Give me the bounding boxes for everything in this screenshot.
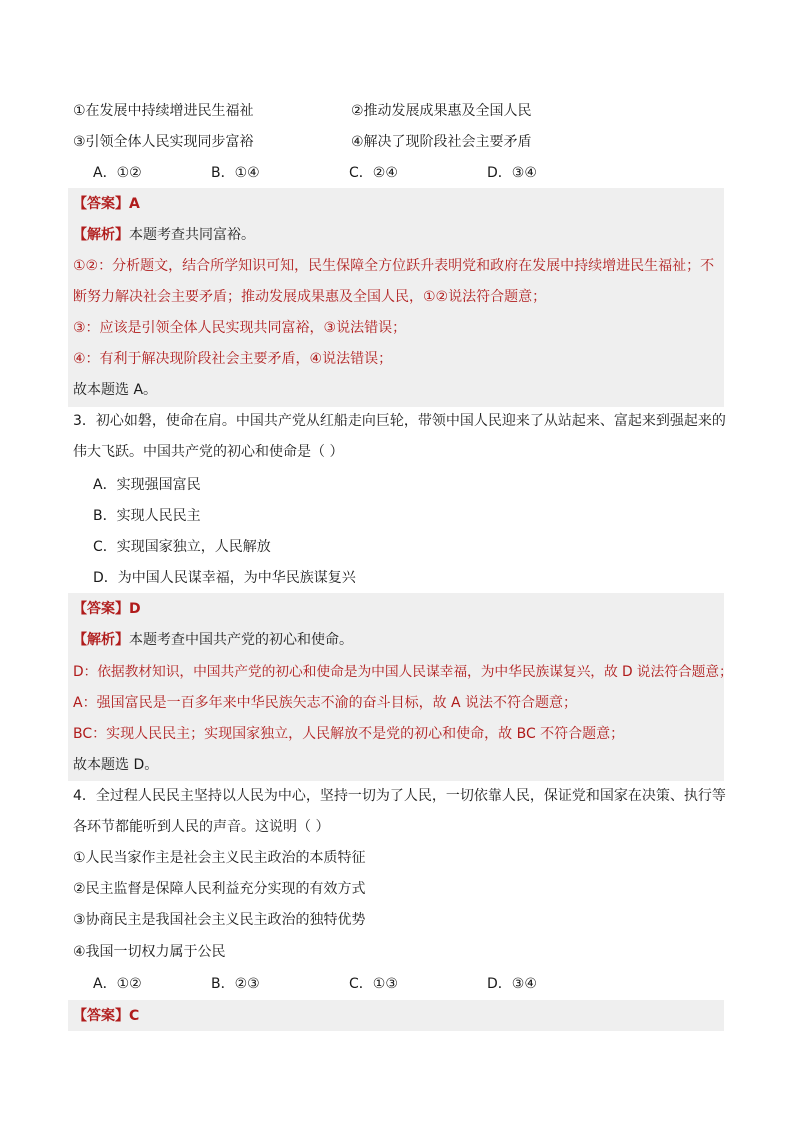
analysis-intro-text: 本题考查共同富裕。 — [129, 227, 255, 243]
answer-value: D — [129, 601, 141, 617]
q2-answer — [73, 194, 140, 214]
q4-answer — [73, 1006, 139, 1026]
q2-analysis-line-3: ③：应该是引领全体人民实现共同富裕，③说法错误； — [73, 320, 407, 336]
q2-analysis-bar — [68, 219, 724, 407]
q2-option-c: C．②④ — [349, 165, 398, 181]
q3-stem-line-1: 3．初心如磐，使命在肩。中国共产党从红船走向巨轮，带领中国人民迎来了从站起来、富起来到强起来的 — [73, 413, 726, 429]
answer-tag: 【答案】 — [73, 1008, 129, 1024]
q2-analysis-intro — [73, 225, 255, 245]
q3-analysis-line-1: D：依据教材知识，中国共产党的初心和使命是为中国人民谋幸福，为中华民族谋复兴，故 D 说法符合题意； — [73, 664, 733, 680]
q4-stem-line-1: 4．全过程人民民主坚持以人民为中心，坚持一切为了人民，一切依靠人民，保证党和国家在决策、执行等 — [73, 788, 726, 804]
answer-tag: 【答案】 — [73, 601, 129, 617]
q2-option-a: A．①② — [93, 165, 142, 181]
q3-option-c: C．实现国家独立，人民解放 — [93, 539, 271, 555]
q2-statement-3: ③引领全体人民实现同步富裕 — [73, 134, 254, 150]
q3-answer-bar — [68, 593, 724, 624]
answer-tag: 【答案】 — [73, 196, 129, 212]
q2-option-b: B．①④ — [211, 165, 260, 181]
q2-analysis-line-1: ①②：分析题文，结合所学知识可知，民生保障全方位跃升表明党和政府在发展中持续增进民生福祉；不 — [73, 258, 715, 274]
q3-analysis-line-2: A：强国富民是一百多年来中华民族矢志不渝的奋斗目标，故 A 说法不符合题意； — [73, 695, 578, 711]
q3-option-a: A．实现强国富民 — [93, 477, 201, 493]
q2-answer-bar — [68, 188, 724, 219]
q4-statement-3: ③协商民主是我国社会主义民主政治的独特优势 — [73, 912, 366, 928]
q4-answer-bar — [68, 1000, 724, 1031]
analysis-tag: 【解析】 — [73, 227, 129, 243]
q3-analysis-intro — [73, 630, 353, 650]
q3-option-b: B．实现人民民主 — [93, 508, 201, 524]
q2-analysis-line-2: 断努力解决社会主要矛盾；推动发展成果惠及全国人民，①②说法符合题意； — [73, 289, 547, 305]
q2-statement-2: ②推动发展成果惠及全国人民 — [351, 103, 532, 119]
q4-option-b: B．②③ — [211, 976, 260, 992]
q4-option-a: A．①② — [93, 976, 142, 992]
q2-conclusion: 故本题选 A。 — [73, 382, 158, 398]
q4-option-d: D．③④ — [487, 976, 537, 992]
q4-statement-2: ②民主监督是保障人民利益充分实现的有效方式 — [73, 881, 366, 897]
q3-answer — [73, 599, 141, 619]
q2-statement-4: ④解决了现阶段社会主要矛盾 — [351, 134, 532, 150]
q2-option-d: D．③④ — [487, 165, 537, 181]
q3-conclusion: 故本题选 D。 — [73, 757, 159, 773]
q3-stem-line-2: 伟大飞跃。中国共产党的初心和使命是（ ） — [73, 444, 344, 460]
q4-statement-4: ④我国一切权力属于公民 — [73, 944, 226, 960]
analysis-intro-text: 本题考查中国共产党的初心和使命。 — [129, 632, 353, 648]
q2-analysis-line-4: ④：有利于解决现阶段社会主要矛盾，④说法错误； — [73, 351, 393, 367]
analysis-tag: 【解析】 — [73, 632, 129, 648]
q2-statement-1: ①在发展中持续增进民生福祉 — [73, 103, 254, 119]
q3-analysis-line-3: BC：实现人民民主；实现国家独立，人民解放不是党的初心和使命，故 BC 不符合题意； — [73, 726, 625, 742]
q4-option-c: C．①③ — [349, 976, 398, 992]
answer-value: C — [129, 1008, 140, 1024]
q4-stem-line-2: 各环节都能听到人民的声音。这说明（ ） — [73, 819, 330, 835]
q4-statement-1: ①人民当家作主是社会主义民主政治的本质特征 — [73, 850, 366, 866]
answer-value: A — [129, 196, 140, 212]
q3-option-d: D．为中国人民谋幸福，为中华民族谋复兴 — [93, 570, 356, 586]
